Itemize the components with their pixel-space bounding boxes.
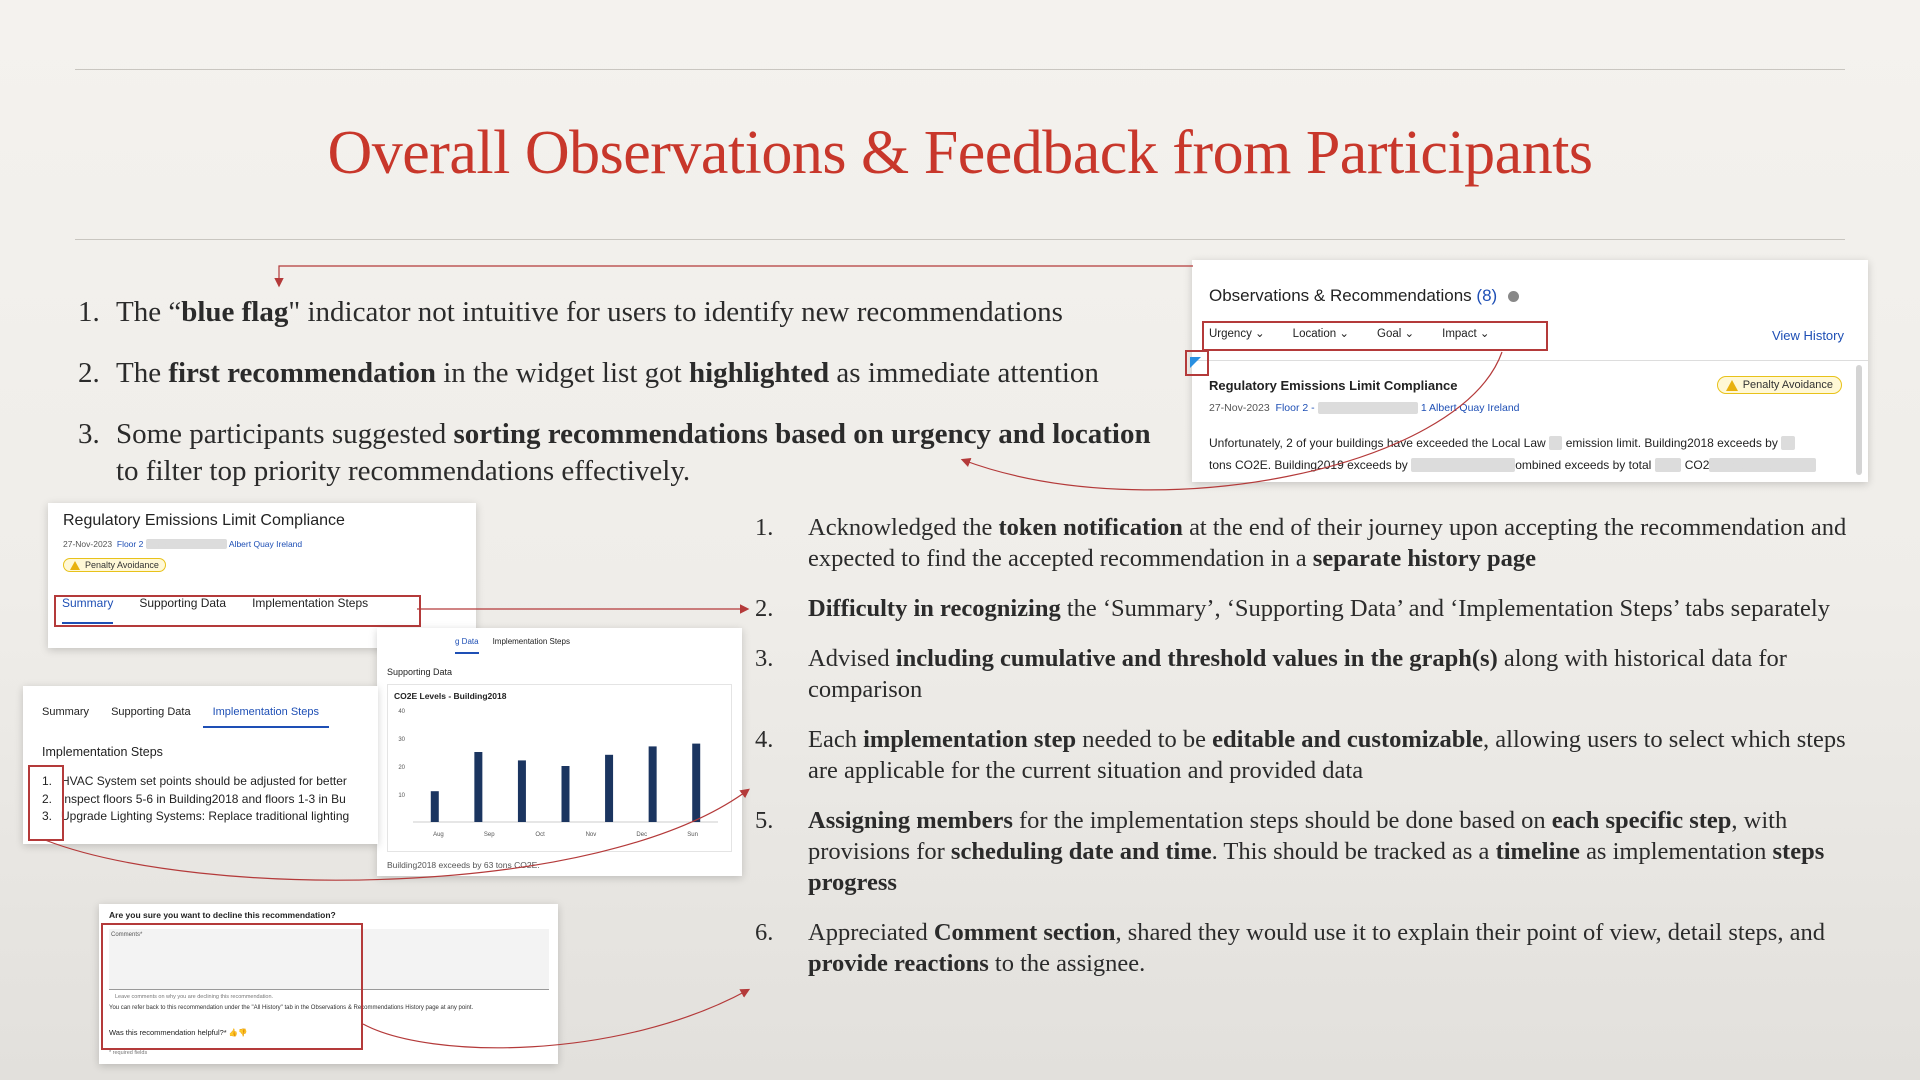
card-title: Regulatory Emissions Limit Compliance (63, 512, 345, 529)
penalty-avoidance-badge: Penalty Avoidance (1717, 376, 1842, 394)
observation-item (755, 724, 1880, 786)
text: Advised (808, 645, 896, 672)
text: as immediate attention (829, 357, 1099, 389)
bold-text: blue flag (181, 296, 289, 328)
text: " indicator not intuitive for users to identify new recommendations (288, 296, 1063, 328)
thumbs-down-icon[interactable]: 👎 (238, 1028, 248, 1037)
decline-question: Are you sure you want to decline this recommendation? (109, 910, 336, 920)
thumbs-up-icon[interactable]: 👍 (228, 1028, 239, 1037)
observation-item (755, 643, 1880, 705)
chart-footer: Building2018 exceeds by 63 tons CO2E. (387, 860, 540, 870)
text: along with historical data for comparison (808, 645, 1787, 703)
chart-bar (518, 760, 526, 822)
y-tick-label: 40 (398, 709, 405, 715)
observation-item (78, 416, 1178, 490)
step-item[interactable]: 2. Inspect floors 5-6 in Building2018 and floors 1-3 in Bu (42, 791, 346, 806)
tab-supporting-data[interactable]: Supporting Data (139, 596, 227, 610)
text: The “ (116, 296, 182, 328)
implementation-steps-card (23, 686, 378, 844)
tab-bar (42, 706, 329, 728)
bold-text: implementation step (863, 726, 1077, 753)
text: needed to be (1076, 726, 1213, 753)
observation-item (78, 294, 1178, 331)
item-number: 1. (78, 296, 100, 328)
text: Acknowledged the (808, 514, 999, 541)
card-meta: 27-Nov-2023 Floor 2 Johnson Controls HQ Albert Quay Ireland (63, 539, 303, 549)
comments-label: Comments* (111, 932, 143, 938)
chart-bar (431, 791, 439, 822)
chart-bar (474, 752, 482, 822)
observation-item (755, 512, 1880, 574)
required-note: * required fields (109, 1050, 148, 1056)
divider (1192, 360, 1868, 361)
top-observation-list (78, 294, 1178, 514)
supporting-data-label: Supporting Data (387, 667, 453, 677)
helpful-row: Was this recommendation helpful?* 👍👎 (109, 1028, 248, 1037)
item-number: 5. (755, 807, 774, 834)
tab-supporting-data[interactable]: g Data (455, 637, 479, 654)
text: Some participants suggested (116, 418, 454, 450)
y-tick-label: 30 (398, 737, 405, 743)
text: , allowing users to select which steps are applicable for the current situation and provided data (808, 726, 1846, 784)
scrollbar[interactable] (1856, 365, 1862, 475)
implementation-heading: Implementation Steps (42, 745, 163, 759)
chevron-down-icon: ⌄ (1255, 328, 1265, 340)
widget-heading-row (1209, 286, 1519, 306)
tab-summary[interactable]: Summary (62, 596, 113, 624)
filter-highlight-box (1202, 321, 1548, 351)
text: the ‘Summary’, ‘Supporting Data’ and ‘Implementation Steps’ tabs separately (1060, 595, 1830, 622)
bold-text: provide reactions (808, 950, 989, 977)
bold-text: Difficulty in recognizing (808, 595, 1061, 622)
widget-count: (8) (1476, 286, 1498, 305)
observation-item (755, 593, 1880, 624)
comments-highlight-box (101, 923, 363, 1050)
y-tick-label: 20 (398, 765, 405, 771)
item-title[interactable]: Regulatory Emissions Limit Compliance (1209, 378, 1458, 393)
supporting-data-card (377, 628, 742, 876)
tab-supporting-data[interactable]: Supporting Data (111, 706, 191, 718)
observation-item (755, 805, 1880, 898)
chevron-down-icon: ⌄ (1404, 328, 1415, 340)
bottom-observation-list (755, 512, 1880, 998)
item-number: 3. (755, 645, 774, 672)
top-rule (75, 69, 1845, 70)
text: . This should be tracked as a (1211, 838, 1496, 865)
bold-text: editable and customizable (1212, 726, 1484, 753)
tabs-highlight-box (54, 595, 421, 627)
bold-text: timeline (1495, 838, 1580, 865)
item-number: 4. (755, 726, 774, 753)
bold-text: token notification (998, 514, 1183, 541)
text: to the assignee. (988, 950, 1146, 977)
item-description: Unfortunately, 2 of your buildings have exceeded the Local Law 97 emission limit. Building2018 exceeds by 63 tons CO2E. Building2019 exceeds by 1623 tons CO2E. Combined exceeds by total 1686 CO2E. $451,328 is the... (1209, 436, 1817, 472)
info-icon (1508, 291, 1519, 302)
tab-implementation-steps[interactable]: Implementation Steps (203, 706, 329, 728)
x-tick-label: Dec (636, 832, 648, 838)
bold-text: including cumulative and threshold values in the graph(s) (895, 645, 1498, 672)
chart-bar (605, 755, 613, 822)
item-number: 2. (755, 595, 774, 622)
co2e-bar-chart (387, 704, 730, 844)
item-number: 2. (78, 357, 100, 389)
text: , shared they would use it to explain their point of view, detail steps, and (1115, 919, 1825, 946)
text: as implementation (1579, 838, 1773, 865)
widget-heading: Observations & Recommendations (1209, 286, 1472, 305)
chart-bar (692, 744, 700, 822)
filter-goal[interactable]: Goal ⌄ (1377, 328, 1415, 340)
view-history-link[interactable]: View History (1771, 328, 1844, 343)
item-number: 1. (755, 514, 774, 541)
text: The (116, 357, 169, 389)
tab-bar (455, 637, 570, 654)
text: in the widget list got (436, 357, 689, 389)
history-note: You can refer back to this recommendation under the "All History" tab in the Observations & Recommendations History page at any point. (109, 1005, 474, 1011)
bold-text: Comment section (933, 919, 1116, 946)
page-title: Overall Observations & Feedback from Participants (327, 119, 1593, 187)
step-numbers-highlight-box (28, 765, 64, 841)
observation-item (78, 355, 1178, 392)
bold-text: first recommendation (168, 357, 436, 389)
chevron-down-icon: ⌄ (1479, 328, 1490, 340)
bold-text: each specific step (1551, 807, 1732, 834)
bold-text: separate history page (1312, 545, 1536, 572)
chart-title: CO2E Levels - Building2018 (394, 691, 507, 701)
warning-icon (70, 561, 80, 570)
filter-urgency[interactable]: Urgency ⌄ (1209, 328, 1265, 340)
text: , with provisions for (808, 807, 1788, 865)
x-tick-label: Aug (433, 832, 444, 838)
filter-location[interactable]: Location ⌄ (1292, 328, 1349, 340)
x-tick-label: Sun (687, 832, 698, 838)
tab-implementation-steps[interactable]: Implementation Steps (492, 637, 570, 646)
text: for the implementation steps should be done based on (1012, 807, 1552, 834)
title-rule (75, 239, 1845, 240)
bold-text: highlighted (688, 357, 830, 389)
y-tick-label: 10 (398, 793, 405, 799)
steps-list (42, 773, 349, 826)
blue-flag-icon (1190, 357, 1201, 368)
observation-item (755, 917, 1880, 979)
summary-card (48, 503, 476, 648)
x-tick-label: Sep (483, 832, 495, 838)
text: Appreciated (808, 919, 934, 946)
blue-flag-connector (279, 266, 1193, 285)
bold-text: scheduling date and time (950, 838, 1212, 865)
item-meta: 27-Nov-2023 Floor 2 - Johnson Controls HQ 1 Albert Quay Ireland (1209, 402, 1520, 414)
bold-text: Assigning members (808, 807, 1013, 834)
decline-dialog-card (99, 904, 558, 1064)
recommendations-widget (1192, 260, 1868, 482)
x-tick-label: Nov (585, 832, 597, 838)
tab-implementation-steps[interactable]: Implementation Steps (252, 596, 369, 610)
item-number: 6. (755, 919, 774, 946)
bold-text: sorting recommendations based on urgency and location (453, 418, 1151, 450)
text: Each (808, 726, 864, 753)
step-item[interactable]: 3. Upgrade Lighting Systems: Replace traditional lighting (42, 809, 350, 823)
text: at the end of their journey upon accepting the recommendation and expected to find the accepted recommendation in a (808, 514, 1847, 572)
x-tick-label: Oct (535, 832, 545, 838)
comments-hint: Leave comments on why you are declining this recommendation. (115, 994, 274, 1000)
text: to filter top priority recommendations effectively. (116, 455, 691, 487)
item-number: 3. (78, 418, 100, 450)
warning-icon (1726, 380, 1738, 391)
penalty-avoidance-badge: Penalty Avoidance (63, 558, 166, 572)
chevron-down-icon: ⌄ (1339, 328, 1349, 340)
chart-bar (649, 746, 657, 822)
step-item[interactable]: 1. HVAC System set points should be adjusted for better (42, 774, 347, 788)
filter-impact[interactable]: Impact ⌄ (1442, 328, 1490, 340)
bold-text: steps progress (808, 838, 1825, 896)
chart-bar (562, 766, 570, 822)
tab-summary[interactable]: Summary (42, 706, 90, 718)
